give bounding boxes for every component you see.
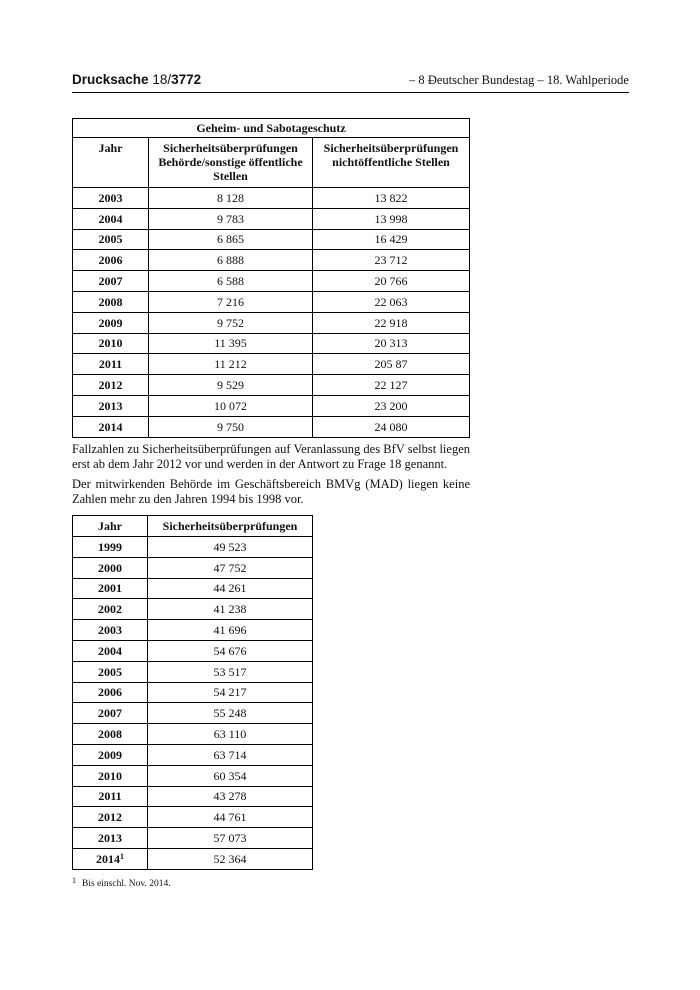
public-checks-cell: 11 395 <box>149 333 313 354</box>
table-row <box>73 395 470 416</box>
column-header-year: Jahr <box>73 138 149 188</box>
year-text: 2003 <box>98 623 122 638</box>
nonpublic-checks-cell: 23 712 <box>313 250 470 271</box>
public-checks-cell: 9 752 <box>149 312 313 333</box>
footnote-mark: 1 <box>72 876 76 885</box>
checks-cell: 54 217 <box>148 682 313 703</box>
public-checks-cell: 6 588 <box>149 271 313 292</box>
year-text: 2012 <box>98 810 122 825</box>
year-cell <box>73 557 148 578</box>
table-row <box>73 682 313 703</box>
nonpublic-checks-cell: 205 87 <box>313 354 470 375</box>
public-checks-cell: 10 072 <box>149 395 313 416</box>
year-cell <box>73 537 148 558</box>
table-row <box>73 188 470 209</box>
year-cell <box>73 661 148 682</box>
table-row <box>73 250 470 271</box>
year-cell <box>73 724 148 745</box>
year-text: 2008 <box>98 727 122 742</box>
year-text: 2000 <box>98 560 122 575</box>
table-row <box>73 375 470 396</box>
checks-cell: 63 110 <box>148 724 313 745</box>
table-row <box>73 848 313 869</box>
security-checks-table <box>72 118 470 438</box>
table-row <box>73 537 313 558</box>
column-header-public: Sicherheitsüberprüfungen Behörde/sonstige öffentliche Stellen <box>149 138 313 188</box>
year-cell <box>73 765 148 786</box>
nonpublic-checks-cell: 13 998 <box>313 208 470 229</box>
year-cell <box>73 682 148 703</box>
nonpublic-checks-cell: 20 766 <box>313 271 470 292</box>
table-row <box>73 765 313 786</box>
nonpublic-checks-cell: 23 200 <box>313 395 470 416</box>
table-row <box>73 703 313 724</box>
nonpublic-checks-cell: 20 313 <box>313 333 470 354</box>
table-row <box>73 661 313 682</box>
checks-cell: 57 073 <box>148 828 313 849</box>
table-row <box>73 578 313 599</box>
checks-cell: 47 752 <box>148 557 313 578</box>
footnote-text: Bis einschl. Nov. 2014. <box>82 879 171 889</box>
table-row <box>73 640 313 661</box>
table-row <box>73 807 313 828</box>
table-row <box>73 416 470 437</box>
year-text: 2011 <box>98 789 122 804</box>
header-rule <box>72 92 629 93</box>
year-text: 2004 <box>98 643 122 658</box>
year-cell <box>73 599 148 620</box>
column-header-checks: Sicherheitsüberprüfungen <box>148 516 313 537</box>
year-text: 2006 <box>98 685 122 700</box>
year-cell: 2011 <box>73 354 149 375</box>
year-cell: 2005 <box>73 229 149 250</box>
year-cell: 2006 <box>73 250 149 271</box>
checks-cell: 55 248 <box>148 703 313 724</box>
public-checks-cell: 9 750 <box>149 416 313 437</box>
checks-cell: 49 523 <box>148 537 313 558</box>
year-cell: 2008 <box>73 291 149 312</box>
year-cell: 2010 <box>73 333 149 354</box>
table-row <box>73 229 470 250</box>
public-checks-cell: 11 212 <box>149 354 313 375</box>
year-cell: 2013 <box>73 395 149 416</box>
checks-cell: 54 676 <box>148 640 313 661</box>
year-cell <box>73 807 148 828</box>
year-cell: 2012 <box>73 375 149 396</box>
checks-cell: 52 364 <box>148 848 313 869</box>
table-title: Geheim- und Sabotageschutz <box>73 119 470 138</box>
nonpublic-checks-cell: 24 080 <box>313 416 470 437</box>
year-cell <box>73 786 148 807</box>
table-row <box>73 786 313 807</box>
footnote <box>72 876 171 889</box>
page-number: – 8 – <box>409 73 434 87</box>
public-checks-cell: 8 128 <box>149 188 313 209</box>
year-cell: 2003 <box>73 188 149 209</box>
nonpublic-checks-cell: 22 127 <box>313 375 470 396</box>
year-cell <box>73 620 148 641</box>
year-cell: 2007 <box>73 271 149 292</box>
public-checks-cell: 9 783 <box>149 208 313 229</box>
year-cell: 2009 <box>73 312 149 333</box>
year-cell <box>73 703 148 724</box>
checks-cell: 60 354 <box>148 765 313 786</box>
year-cell <box>73 848 148 869</box>
nonpublic-checks-cell: 22 918 <box>313 312 470 333</box>
year-cell <box>73 744 148 765</box>
publisher-label: Deutscher Bundestag – 18. Wahlperiode <box>427 73 629 87</box>
table-row <box>73 557 313 578</box>
year-cell <box>73 828 148 849</box>
year-text: 2005 <box>98 664 122 679</box>
year-text: 1999 <box>98 539 122 554</box>
table-row <box>73 620 313 641</box>
year-text: 2010 <box>98 768 122 783</box>
year-text: 2001 <box>98 581 122 596</box>
paragraph-bfv: Fallzahlen zu Sicherheitsüberprüfungen auf Veranlassung des BfV selbst liegen erst ab dem Jahr 2012 vor und werden in der Antwort zu Frage 18 genannt. <box>72 442 470 471</box>
year-text: 2014 <box>96 851 120 866</box>
year-text: 2002 <box>98 602 122 617</box>
table-row <box>73 208 470 229</box>
nonpublic-checks-cell: 22 063 <box>313 291 470 312</box>
nonpublic-checks-cell: 16 429 <box>313 229 470 250</box>
table-row <box>73 312 470 333</box>
checks-cell: 63 714 <box>148 744 313 765</box>
public-checks-cell: 6 865 <box>149 229 313 250</box>
table-row <box>73 333 470 354</box>
year-text: 2009 <box>98 747 122 762</box>
checks-cell: 44 261 <box>148 578 313 599</box>
column-header-year: Jahr <box>73 516 148 537</box>
paragraph-mad: Der mitwirkenden Behörde im Geschäftsbereich BMVg (MAD) liegen keine Zahlen mehr zu den Jahren 1994 bis 1998 vor. <box>72 477 470 506</box>
table-row <box>73 724 313 745</box>
checks-cell: 43 278 <box>148 786 313 807</box>
year-text: 2013 <box>98 831 122 846</box>
table-row <box>73 828 313 849</box>
document-number: Drucksache 18/3772 <box>72 72 202 87</box>
year-cell <box>73 640 148 661</box>
footnote-reference: 1 <box>120 851 124 861</box>
checks-cell: 41 696 <box>148 620 313 641</box>
year-cell <box>73 578 148 599</box>
checks-cell: 41 238 <box>148 599 313 620</box>
table-row <box>73 354 470 375</box>
public-checks-cell: 9 529 <box>149 375 313 396</box>
nonpublic-checks-cell: 13 822 <box>313 188 470 209</box>
year-cell: 2014 <box>73 416 149 437</box>
year-text: 2007 <box>98 706 122 721</box>
table-row <box>73 599 313 620</box>
table-row <box>73 744 313 765</box>
checks-cell: 44 761 <box>148 807 313 828</box>
mad-security-checks-table <box>72 515 313 870</box>
checks-cell: 53 517 <box>148 661 313 682</box>
column-header-nonpublic: Sicherheitsüberprüfungen nichtöffentliche Stellen <box>313 138 470 188</box>
table-row <box>73 291 470 312</box>
page-header <box>72 72 629 90</box>
public-checks-cell: 7 216 <box>149 291 313 312</box>
table-row <box>73 271 470 292</box>
year-cell: 2004 <box>73 208 149 229</box>
public-checks-cell: 6 888 <box>149 250 313 271</box>
